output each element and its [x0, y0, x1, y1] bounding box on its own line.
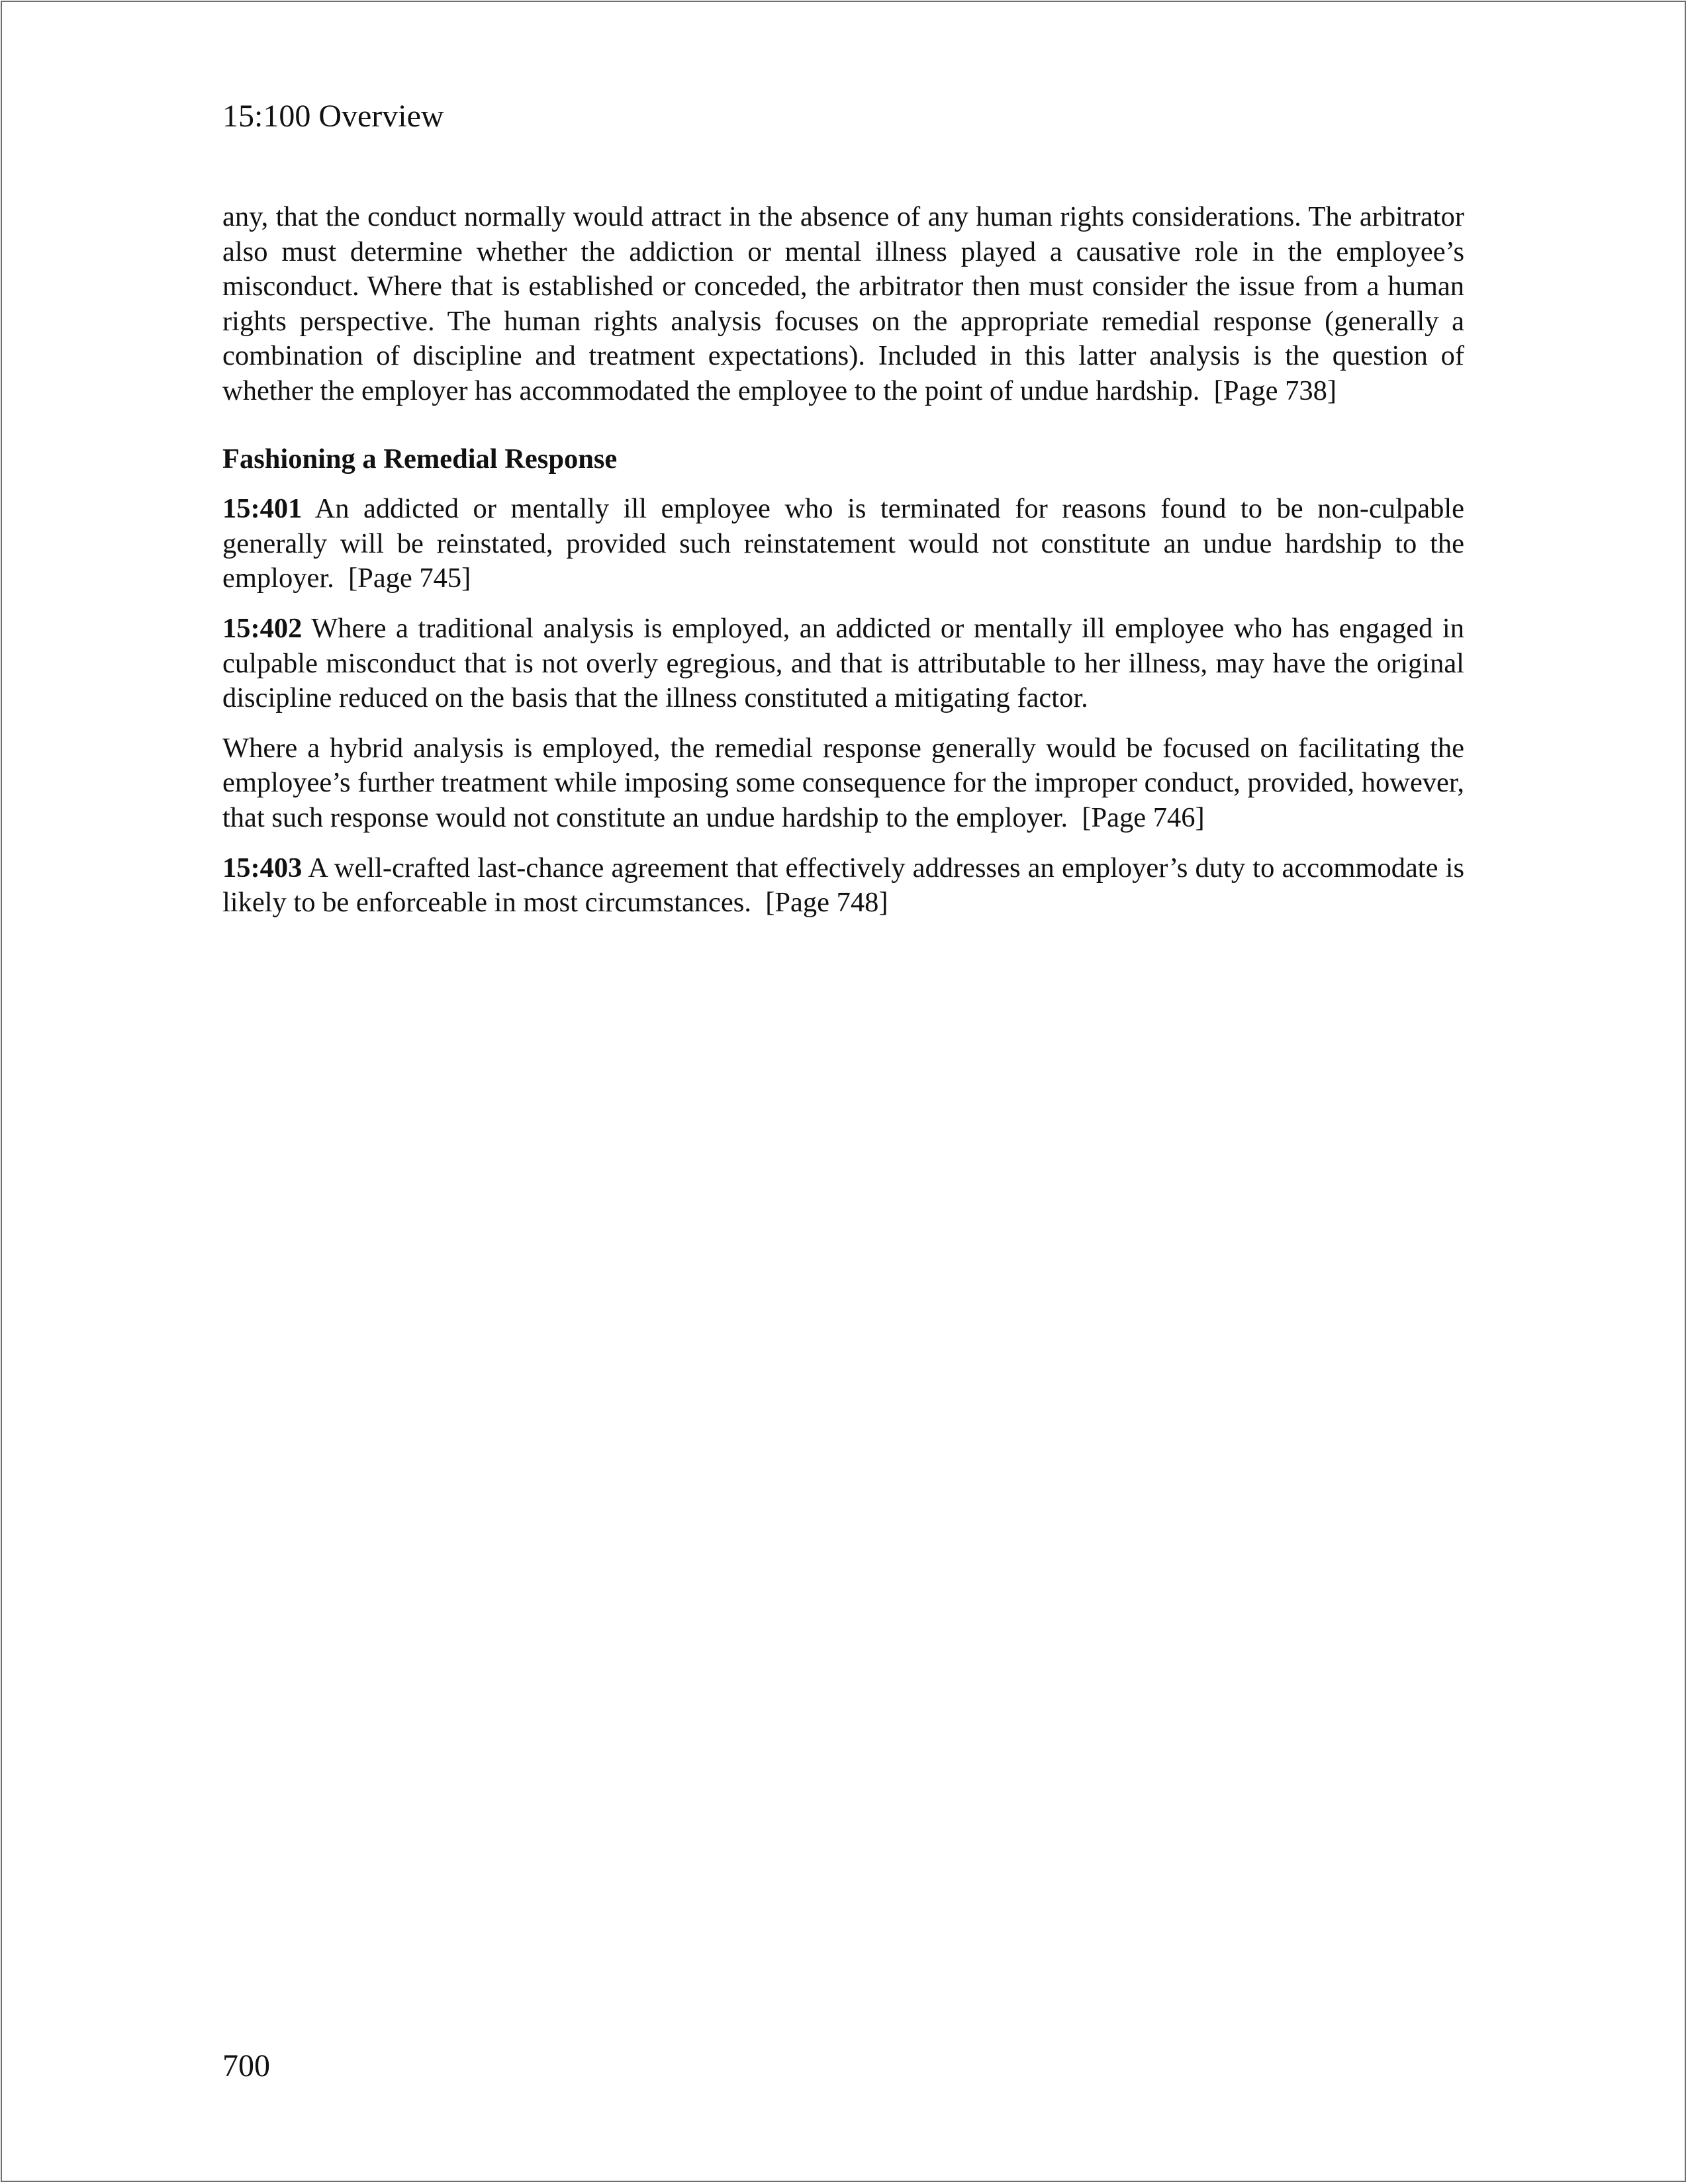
page-number: 700	[222, 2048, 270, 2083]
section-number: 15:403	[222, 852, 303, 884]
running-head: 15:100 Overview	[222, 99, 444, 134]
section-15-402	[222, 612, 1464, 716]
section-number: 15:402	[222, 612, 303, 644]
body-text	[222, 200, 1464, 936]
paragraph-continuation	[222, 200, 1464, 409]
section-text: A well-crafted last-chance agreement that effectively addresses an employer’s duty to accommodate is likely to be enforceable in most circumstances.	[222, 852, 1464, 919]
section-text: Where a hybrid analysis is employed, the remedial response generally would be focused on facilitating the employee’s further treatment while imposing some consequence for the improper conduct, provided, however, that such response would not constitute an undue hardship to the employer.	[222, 732, 1464, 833]
page-reference: [Page 746]	[1082, 801, 1205, 833]
page-reference: [Page 748]	[765, 887, 888, 919]
section-number: 15:401	[222, 493, 303, 525]
section-15-403	[222, 851, 1464, 921]
section-text: Where a traditional analysis is employed, an addicted or mentally ill employee who has engaged in culpable misconduct that is not overly egregious, and that is attributable to her illness, may have the original discipline reduced on the basis that the illness constituted a mitigating factor.	[222, 612, 1464, 714]
section-15-402-continued	[222, 731, 1464, 836]
section-heading: Fashioning a Remedial Response	[222, 443, 618, 475]
page-reference: [Page 738]	[1213, 375, 1336, 406]
page-reference: [Page 745]	[348, 563, 471, 594]
section-text: An addicted or mentally ill employee who is terminated for reasons found to be non-culpable generally will be reinstated, provided such reinstatement would not constitute an undue hardship to the employer.	[222, 493, 1465, 594]
paragraph-text: any, that the conduct normally would attract in the absence of any human rights considerations. The arbitrator also must determine whether the addiction or mental illness played a causative role in the employee’s misconduct. Where that is established or conceded, the arbitrator then must consider the issue from a human rights perspective. The human rights analysis focuses on the appropriate remedial response (generally a combination of discipline and treatment expectations). Included in this latter analysis is the question of whether the employer has accommodated the employee to the point of undue hardship.	[222, 201, 1464, 406]
section-15-401	[222, 492, 1464, 596]
